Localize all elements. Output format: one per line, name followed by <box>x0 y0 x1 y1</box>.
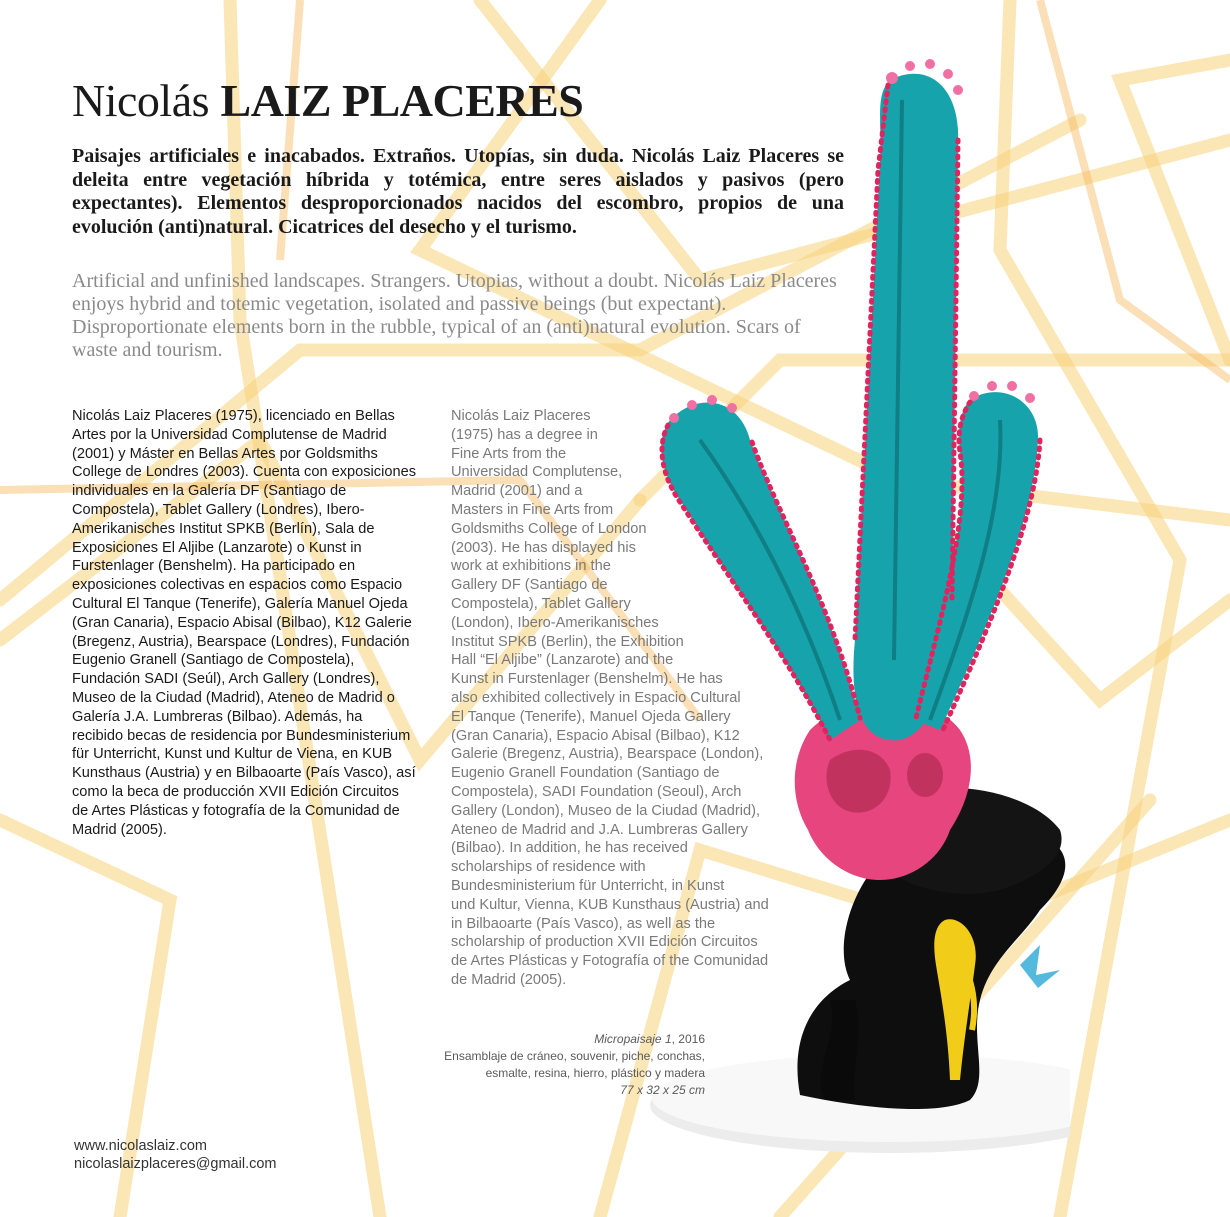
biography-english-line: Nicolás Laiz Placeres <box>451 408 591 424</box>
biography-english-line: Eugenio Granell Foundation (Santiago de <box>451 765 720 782</box>
biography-english-line: (London), Ibero-Amerikanisches <box>451 614 659 631</box>
biography-english-line: Masters in Fine Arts from <box>451 501 614 518</box>
biography-english-line: Ateneo de Madrid and J.A. Lumbreras Gallery <box>451 821 748 838</box>
biography-english-line: (1975) has a degree in <box>451 426 598 443</box>
biography-english-line: de Madrid (2005). <box>451 971 567 988</box>
biography-english-line: de Artes Plásticas y Fotografía of the Comunidad <box>451 953 769 970</box>
biography-english-line: Gallery DF (Santiago de <box>451 577 608 594</box>
artwork-materials-line-1: Ensamblaje de cráneo, souvenir, piche, conchas, <box>444 1049 705 1063</box>
biography-english-line: Kunst in Furstenlager (Benshelm). He has <box>451 671 723 688</box>
artist-first-name: Nicolás <box>72 75 210 126</box>
artwork-materials-line-2: esmalte, resina, hierro, plástico y madera <box>485 1066 705 1080</box>
lead-paragraph-spanish: Paisajes artificiales e inacabados. Extraños. Utopías, sin duda. Nicolás Laiz Placeres se deleita entre vegetación híbrida y totémica, entre seres aislados y pasivos (pero expectantes). Elementos desproporcionados nacidos del escombro, propios de una evolución (anti)natural. Cicatrices del desecho y el turismo. <box>72 145 844 238</box>
lead-paragraph-english: Artificial and unfinished landscapes. Strangers. Utopias, without a doubt. Nicolás Laiz Placeres enjoys hybrid and totemic vegetation, isolated and passive beings (but expectant). Disproportionate elements born in the rubble, typical of an (anti)natural evolution. Scars of waste and tourism. <box>72 270 837 361</box>
biography-english-line: Gallery (London), Museo de la Ciudad (Madrid), <box>451 802 761 819</box>
artwork-title-line <box>444 1031 705 1048</box>
biography-english-line: Compostela), SADI Foundation (Seoul), Arch <box>451 783 742 800</box>
page-title <box>72 72 583 130</box>
biography-english-line: Goldsmiths College of London <box>451 520 647 537</box>
artwork-year: , 2016 <box>671 1032 705 1046</box>
biography-english <box>451 407 801 990</box>
contact-info <box>74 1137 277 1173</box>
biography-english-line: Fine Arts from the <box>451 445 567 462</box>
biography-english-line: scholarships of residence with <box>451 859 646 876</box>
email-link[interactable]: nicolaslaizplaceres@gmail.com <box>74 1156 277 1172</box>
biography-english-line: scholarship of production XVII Edición Circuitos <box>451 934 758 951</box>
biography-english-line: Compostela), Tablet Gallery <box>451 595 631 612</box>
biography-english-line: (Bilbao). In addition, he has received <box>451 840 688 857</box>
biography-english-line: also exhibited collectively in Espacio Cultural <box>451 689 741 706</box>
biography-english-line: Madrid (2001) and a <box>451 483 583 500</box>
biography-english-line: Institut SPKB (Berlin), the Exhibition <box>451 633 684 650</box>
biography-english-line: Hall “El Aljibe” (Lanzarote) and the <box>451 652 674 669</box>
biography-english-line: Universidad Complutense, <box>451 464 623 481</box>
biography-english-line: und Kultur, Vienna, KUB Kunsthaus (Austria) and <box>451 896 769 913</box>
biography-english-line: El Tanque (Tenerife), Manuel Ojeda Gallery <box>451 708 731 725</box>
artwork-title: Micropaisaje 1 <box>594 1032 672 1046</box>
website-link[interactable]: www.nicolaslaiz.com <box>74 1138 207 1154</box>
biography-english-line: in Bilbaoarte (País Vasco), as well as the <box>451 915 716 932</box>
biography-english-line: (2003). He has displayed his <box>451 539 636 556</box>
artwork-dimensions: 77 x 32 x 25 cm <box>620 1083 705 1097</box>
biography-spanish: Nicolás Laiz Placeres (1975), licenciado en Bellas Artes por la Universidad Complutense de Madrid (2001) y Máster en Bellas Artes por Goldsmiths College de Londres (2003). Cuenta con exposiciones individuales en la Galería DF (Santiago de Compostela), Tablet Gallery (Londres), Ibero-Amerikanisches Institut SPKB (Berlín), Sala de Exposiciones El Aljibe (Lanzarote) o Kunst in Furstenlager (Benshelm). Ha participado en exposiciones colectivas en espacios como Espacio Cultural El Tanque (Tenerife), Galería Manuel Ojeda (Gran Canaria), Espacio Abisal (Bilbao), K12 Galerie (Bregenz, Austria), Bearspace (Londres), Fundación Eugenio Granell (Santiago de Compostela), Fundación SADI (Seúl), Arch Gallery (Londres), Museo de la Ciudad (Madrid), Ateneo de Madrid o Galería J.A. Lumbreras (Bilbao). Además, ha recibido becas de residencia por Bundesministerium für Unterricht, Kunst und Kultur de Viena, en KUB Kunsthaus (Austria) y en Bilbaoarte (País Vasco), así como la beca de producción XVII Edición Circuitos de Artes Plásticas y fotografía de la Comunidad de Madrid (2005). <box>72 408 416 838</box>
biography-english-line: Bundesministerium für Unterricht, in Kunst <box>451 877 725 894</box>
biography-english-line: work at exhibitions in the <box>451 558 611 575</box>
biography-english-line: (Gran Canaria), Espacio Abisal (Bilbao), K12 <box>451 727 740 744</box>
artwork-caption <box>444 1031 705 1099</box>
artist-last-name: LAIZ PLACERES <box>220 75 584 126</box>
biography-english-line: Galerie (Bregenz, Austria), Bearspace (London), <box>451 746 764 763</box>
